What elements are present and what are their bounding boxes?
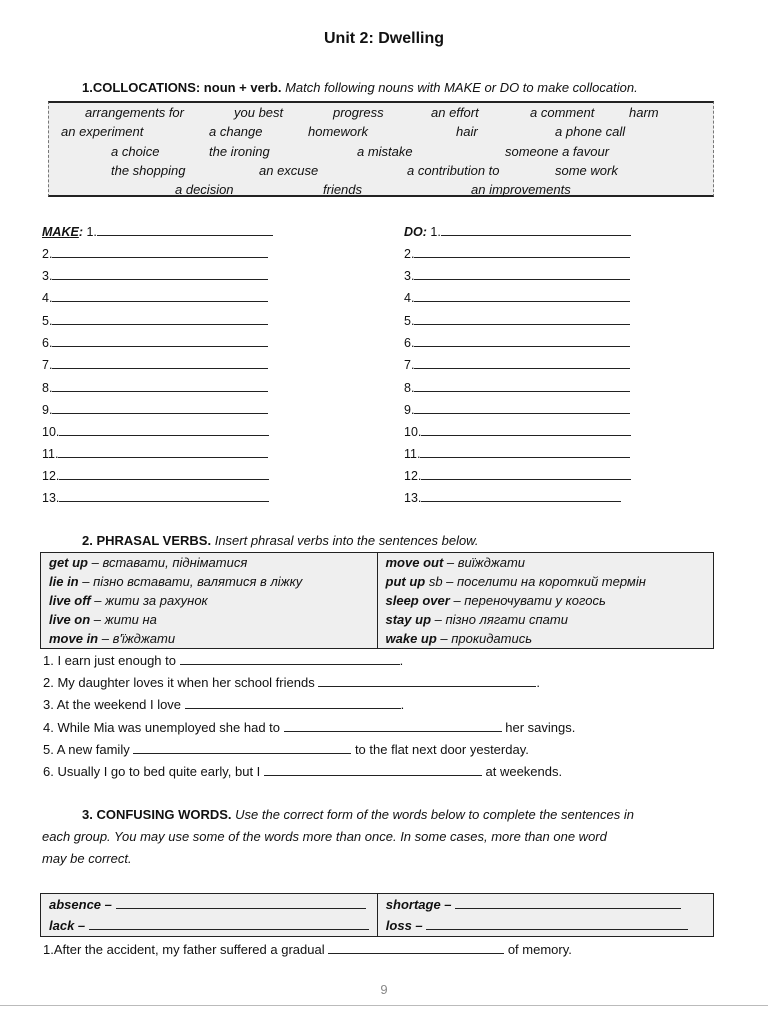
- do-number: 2.: [404, 247, 415, 261]
- exercise-sentence: [43, 675, 540, 690]
- make-answer-blank[interactable]: [59, 424, 269, 436]
- phrasal-verb: sleep over: [385, 593, 450, 608]
- word-item: a contribution to: [407, 163, 500, 178]
- word-item: the ironing: [209, 144, 270, 159]
- make-label: MAKE: [42, 225, 79, 239]
- word-item: an effort: [431, 105, 479, 120]
- do-row: [404, 313, 630, 328]
- table-row: [41, 629, 714, 649]
- make-row: [42, 268, 268, 283]
- phrasal-verb: wake up: [385, 631, 437, 646]
- do-number: 13.: [404, 491, 422, 505]
- table-cell: [41, 572, 378, 591]
- table-row: [41, 610, 714, 629]
- sentence-end: at weekends.: [481, 764, 563, 779]
- table-cell: [377, 553, 714, 573]
- phrasal-verb: live on: [49, 612, 91, 627]
- make-number: 8.: [42, 381, 53, 395]
- do-answer-blank[interactable]: [414, 313, 630, 325]
- section3-heading: 3. CONFUSING WORDS.: [82, 807, 232, 822]
- do-label: DO:: [404, 225, 427, 239]
- make-number: 3.: [42, 269, 53, 283]
- table-row: [41, 572, 714, 591]
- sentence-end: her savings.: [501, 720, 576, 735]
- do-row: [404, 402, 630, 417]
- sentence-text: 4. While Mia was unemployed she had to: [43, 720, 284, 735]
- answer-blank[interactable]: [89, 918, 369, 930]
- make-answer-blank[interactable]: [52, 246, 268, 258]
- make-row: [42, 335, 268, 350]
- table-row: [41, 553, 714, 573]
- table-row: [41, 591, 714, 610]
- do-row: [404, 335, 630, 350]
- sentence-end: .: [399, 653, 404, 668]
- word-item: an excuse: [259, 163, 319, 178]
- table-row: [41, 915, 714, 937]
- word-item: hair: [456, 124, 478, 139]
- phrasal-translation: – переночувати у когось: [449, 593, 606, 608]
- phrasal-translation: – пізно лягати спати: [431, 612, 568, 627]
- answer-blank[interactable]: [116, 897, 366, 909]
- do-number: 5.: [404, 314, 415, 328]
- phrasal-translation: – пізно вставати, валятися в ліжку: [78, 574, 303, 589]
- section1-heading: 1.COLLOCATIONS: noun + verb.: [82, 80, 282, 95]
- make-number: 12.: [42, 469, 60, 483]
- make-row: [42, 402, 268, 417]
- word-item: an experiment: [61, 124, 144, 139]
- answer-blank[interactable]: [318, 675, 536, 687]
- make-answer-blank[interactable]: [52, 313, 268, 325]
- do-answer-blank[interactable]: [441, 224, 631, 236]
- do-row: [404, 468, 631, 483]
- do-answer-blank[interactable]: [414, 380, 630, 392]
- do-answer-blank[interactable]: [414, 335, 630, 347]
- make-answer-blank[interactable]: [52, 290, 268, 302]
- exercise-sentence: [43, 764, 562, 779]
- exercise-sentence: [43, 653, 403, 668]
- word-item: you best: [234, 105, 284, 120]
- do-row: [404, 357, 630, 372]
- word-item: an improvements: [471, 182, 571, 197]
- phrasal-translation: – в'їжджати: [98, 631, 176, 646]
- make-answer-blank[interactable]: [52, 402, 268, 414]
- phrasal-translation: – вставати, підніматися: [88, 555, 248, 570]
- phrasal-verb: live off: [49, 593, 91, 608]
- do-answer-blank[interactable]: [420, 446, 630, 458]
- page-title: Unit 2: Dwelling: [324, 30, 444, 47]
- sentence-end: .: [536, 675, 540, 690]
- phrasal-verb: lie in: [49, 574, 79, 589]
- word-item: a phone call: [555, 124, 626, 139]
- phrasal-translation: sb – поселити на короткий термін: [425, 574, 646, 589]
- do-number: 8.: [404, 381, 415, 395]
- make-number: 5.: [42, 314, 53, 328]
- section3-header: [82, 807, 634, 822]
- answer-blank[interactable]: [426, 918, 688, 930]
- make-answer-blank[interactable]: [52, 335, 268, 347]
- do-answer-blank[interactable]: [414, 246, 630, 258]
- collocation-word-box: [48, 101, 714, 197]
- do-number: 9.: [404, 403, 415, 417]
- answer-blank[interactable]: [133, 742, 351, 754]
- phrasal-verb: get up: [49, 555, 88, 570]
- make-number: 11.: [42, 447, 59, 461]
- make-answer-blank[interactable]: [59, 490, 269, 502]
- word-item: progress: [333, 105, 384, 120]
- make-number: 6.: [42, 336, 53, 350]
- word-item: the shopping: [111, 163, 186, 178]
- make-number: 2.: [42, 247, 53, 261]
- make-answer-blank[interactable]: [52, 268, 268, 280]
- make-row: [42, 246, 268, 261]
- footer-divider: [0, 1005, 768, 1006]
- make-row: [42, 290, 268, 305]
- make-answer-blank[interactable]: [97, 224, 273, 236]
- section1-instruction: Match following nouns with MAKE or DO to make collocation.: [285, 80, 638, 95]
- word-item: a decision: [175, 182, 234, 197]
- word-item: some work: [555, 163, 618, 178]
- phrasal-verb: move in: [49, 631, 99, 646]
- do-answer-blank[interactable]: [421, 424, 631, 436]
- section3-instruction-line2: each group. You may use some of the words more than once. In some cases, more than one word: [42, 829, 607, 844]
- do-row: [404, 490, 621, 505]
- do-number: 1.: [430, 225, 441, 239]
- phrasal-verb: put up: [385, 574, 426, 589]
- make-number: 4.: [42, 291, 53, 305]
- do-answer-blank[interactable]: [421, 468, 631, 480]
- make-answer-blank[interactable]: [58, 446, 268, 458]
- make-row: [42, 468, 269, 483]
- phrasal-translation: – прокидатись: [436, 631, 533, 646]
- answer-blank[interactable]: [455, 897, 681, 909]
- table-cell: [377, 610, 714, 629]
- sentence-text: 5. A new family: [43, 742, 134, 757]
- do-row: [404, 268, 630, 283]
- do-answer-blank[interactable]: [414, 357, 630, 369]
- word-loss: loss –: [385, 918, 423, 933]
- word-item: friends: [323, 182, 363, 197]
- do-row: [404, 290, 630, 305]
- table-cell: [41, 591, 378, 610]
- make-row: [42, 424, 269, 439]
- make-number: 1.: [86, 225, 97, 239]
- word-item: a choice: [111, 144, 160, 159]
- make-number: 7.: [42, 358, 53, 372]
- table-cell: [377, 915, 713, 937]
- word-item: arrangements for: [85, 105, 184, 120]
- table-cell: [377, 591, 714, 610]
- do-number: 7.: [404, 358, 415, 372]
- word-item: someone a favour: [505, 144, 610, 159]
- make-row: [42, 380, 268, 395]
- answer-blank[interactable]: [185, 697, 401, 709]
- section2-header: [82, 533, 478, 548]
- table-cell: [377, 894, 713, 916]
- sentence-text: 6. Usually I go to bed quite early, but I: [43, 764, 264, 779]
- section1-header: [82, 80, 638, 95]
- make-answer-blank[interactable]: [59, 468, 269, 480]
- make-row: [42, 446, 268, 461]
- phrasal-verbs-table: [40, 552, 714, 649]
- word-item: a change: [209, 124, 263, 139]
- table-cell: [41, 610, 378, 629]
- word-lack: lack –: [49, 918, 86, 933]
- exercise-sentence: [43, 742, 529, 757]
- do-number: 11.: [404, 447, 421, 461]
- sentence-text: 1. I earn just enough to: [43, 653, 180, 668]
- do-number: 12.: [404, 469, 422, 483]
- do-row: [404, 246, 630, 261]
- phrasal-translation: – виїжджати: [443, 555, 526, 570]
- table-cell: [41, 915, 378, 937]
- table-cell: [377, 572, 714, 591]
- table-cell: [41, 894, 378, 916]
- make-answer-blank[interactable]: [52, 357, 268, 369]
- word-item: a comment: [530, 105, 595, 120]
- section3-instruction-line3: may be correct.: [42, 851, 132, 866]
- do-answer-blank[interactable]: [414, 268, 630, 280]
- word-item: harm: [629, 105, 659, 120]
- phrasal-translation: – жити за рахунок: [90, 593, 208, 608]
- do-answer-blank[interactable]: [414, 402, 630, 414]
- table-cell: [41, 629, 378, 649]
- make-answer-blank[interactable]: [52, 380, 268, 392]
- section2-heading: 2. PHRASAL VERBS.: [82, 533, 212, 548]
- word-item: homework: [308, 124, 368, 139]
- section3-instruction-line1: Use the correct form of the words below to complete the sentences in: [235, 807, 635, 822]
- table-cell: [41, 553, 378, 573]
- make-row: [42, 357, 268, 372]
- exercise-sentence: [43, 942, 572, 957]
- make-row: [42, 224, 273, 239]
- answer-blank[interactable]: [284, 720, 502, 732]
- page-number: 9: [380, 982, 388, 997]
- sentence-text: 1.After the accident, my father suffered a gradual: [43, 942, 329, 957]
- sentence-text: 2. My daughter loves it when her school friends: [43, 675, 319, 690]
- do-number: 10.: [404, 425, 422, 439]
- table-row: [41, 894, 714, 916]
- phrasal-translation: – жити на: [90, 612, 157, 627]
- make-row: [42, 313, 268, 328]
- make-number: 9.: [42, 403, 53, 417]
- exercise-sentence: [43, 720, 575, 735]
- answer-blank[interactable]: [180, 653, 400, 665]
- do-row: [404, 224, 631, 239]
- sentence-text: 3. At the weekend I love: [43, 697, 185, 712]
- word-item: a mistake: [357, 144, 413, 159]
- make-number: 13.: [42, 491, 60, 505]
- do-number: 4.: [404, 291, 415, 305]
- sentence-end: to the flat next door yesterday.: [351, 742, 529, 757]
- sentence-end: .: [400, 697, 405, 712]
- do-number: 3.: [404, 269, 415, 283]
- phrasal-verb: stay up: [385, 612, 432, 627]
- table-cell: [377, 629, 714, 649]
- do-row: [404, 380, 630, 395]
- answer-blank[interactable]: [328, 942, 504, 954]
- do-answer-blank[interactable]: [414, 290, 630, 302]
- word-shortage: shortage –: [385, 897, 452, 912]
- exercise-sentence: [43, 697, 404, 712]
- sentence-end: of memory.: [504, 942, 572, 957]
- make-number: 10.: [42, 425, 60, 439]
- answer-blank[interactable]: [264, 764, 482, 776]
- do-row: [404, 424, 631, 439]
- word-absence: absence –: [49, 897, 112, 912]
- phrasal-verb: move out: [385, 555, 444, 570]
- make-colon: :: [78, 225, 83, 239]
- do-row: [404, 446, 630, 461]
- make-row: [42, 490, 269, 505]
- do-number: 6.: [404, 336, 415, 350]
- section2-instruction: Insert phrasal verbs into the sentences below.: [214, 533, 479, 548]
- do-answer-blank[interactable]: [421, 490, 621, 502]
- confusing-words-table: [40, 893, 714, 937]
